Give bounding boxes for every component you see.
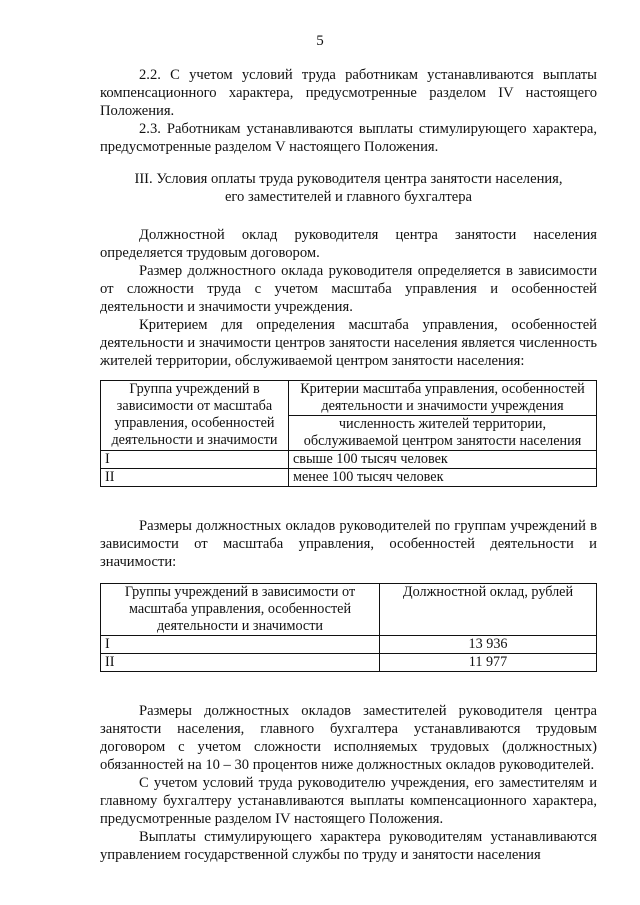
table-cell-value: 11 977 [380,654,597,672]
paragraph-compensation: С учетом условий труда руководителю учреждения, его заместителям и главному бухгалтеру устанавливаются выплаты компенсационного характера, предусмотренные разделом IV настоящего Положения. [100,775,597,827]
section-heading-iii [100,170,597,206]
paragraph-incentive: Выплаты стимулирующего характера руководителям устанавливаются управлением государственной службы по труду и занятости населения [100,829,597,863]
table-row [101,451,597,469]
table-cell-group: II [101,654,380,672]
criteria-table [100,380,597,487]
table-row [101,469,597,487]
table-cell-value: свыше 100 тысяч человек [289,451,597,469]
table-header-cell: Группы учреждений в зависимости от масштаба управления, особенностей деятельности и значимости [101,584,380,636]
table-row [101,636,597,654]
document-body [100,66,597,864]
table-cell-value: менее 100 тысяч человек [289,469,597,487]
table-header-row [101,381,597,416]
paragraph-salary-contract: Должностной оклад руководителя центра занятости населения определяется трудовым договором. [100,227,597,261]
table-cell-group: I [101,451,289,469]
section-heading-line-1: III. Условия оплаты труда руководителя центра занятости населения, [134,171,563,187]
table-header-cell: Группа учреждений в зависимости от масштаба управления, особенностей деятельности и значимости [101,381,289,451]
table-cell-group: I [101,636,380,654]
paragraph-deputies-salary: Размеры должностных окладов заместителей руководителя центра занятости населения, главного бухгалтера устанавливаются трудовым договором с учетом сложности исполняемых трудовых (должностных) обязанностей на 10 – 30 процентов ниже должностных окладов руководителей. [100,703,597,773]
table-header-cell: численность жителей территории, обслуживаемой центром занятости населения [289,416,597,451]
paragraph-2-3: 2.3. Работникам устанавливаются выплаты стимулирующего характера, предусмотренные разделом V настоящего Положения. [100,121,597,155]
paragraph-2-2: 2.2. С учетом условий труда работникам устанавливаются выплаты компенсационного характера, предусмотренные разделом IV настоящего Положения. [100,67,597,119]
section-heading-line-2: его заместителей и главного бухгалтера [224,189,473,205]
salary-table [100,583,597,672]
table-cell-value: 13 936 [380,636,597,654]
paragraph-criteria: Критерием для определения масштаба управления, особенностей деятельности и значимости центров занятости населения является численность жителей территории, обслуживаемой центром занятости населения: [100,317,597,369]
paragraph-salary-size: Размер должностного оклада руководителя определяется в зависимости от сложности труда с учетом масштаба управления и особенностей деятельности и значимости учреждения. [100,263,597,315]
table-header-cell: Критерии масштаба управления, особенностей деятельности и значимости учреждения [289,381,597,416]
page-number: 5 [316,33,324,49]
table-cell-group: II [101,469,289,487]
table-row [101,654,597,672]
paragraph-salary-groups: Размеры должностных окладов руководителей по группам учреждений в зависимости от масштаба управления, особенностей деятельности и значимости: [100,518,597,570]
table-header-row [101,584,597,636]
table-header-cell: Должностной оклад, рублей [380,584,597,636]
